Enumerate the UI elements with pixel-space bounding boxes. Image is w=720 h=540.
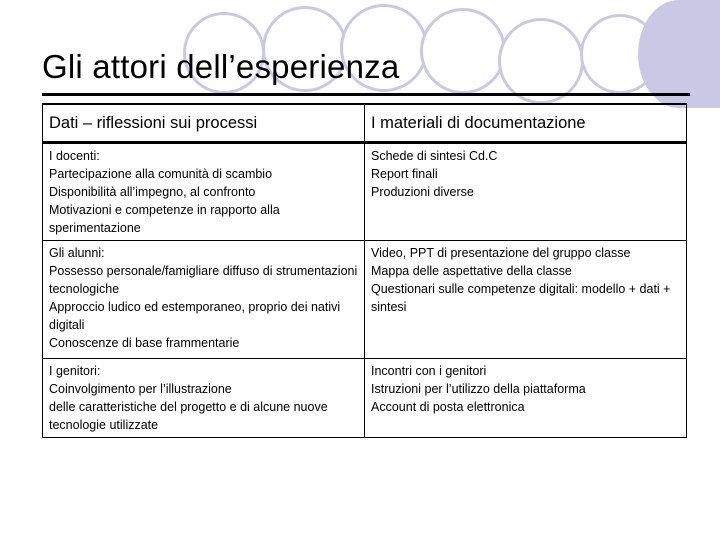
column-header-materiali: I materiali di documentazione [365, 104, 687, 143]
table-cell [365, 359, 687, 438]
decorative-circle [420, 8, 506, 94]
title-rule [42, 93, 690, 96]
cell-line: Istruzioni per l’utilizzo della piattaforma [371, 382, 586, 396]
cell-line: Possesso personale/famigliare diffuso di strumentazioni tecnologiche [49, 264, 358, 296]
table-header-row [43, 104, 687, 143]
cell-line: Gli alunni: [49, 246, 105, 260]
page-title: Gli attori dell’esperienza [42, 48, 400, 85]
cell-line: I genitori: [49, 364, 101, 378]
cell-line: Incontri con i genitori [371, 364, 487, 378]
table-row-alunni [43, 241, 687, 359]
decorative-circle [498, 18, 584, 104]
column-header-processi: Dati – riflessioni sui processi [43, 104, 365, 143]
cell-line: Conoscenze di base frammentarie [49, 336, 240, 350]
table-cell [43, 359, 365, 438]
actors-table [42, 103, 687, 438]
cell-line: Video, PPT di presentazione del gruppo classe [371, 246, 631, 260]
decorative-circle-filled [638, 0, 720, 108]
cell-line: Disponibilità all’impegno, al confronto [49, 185, 256, 199]
cell-line: Schede di sintesi Cd.C [371, 149, 498, 163]
table-cell [365, 143, 687, 241]
cell-line: Account di posta elettronica [371, 400, 525, 414]
cell-line: delle caratteristiche del progetto e di alcune nuove tecnologie utilizzate [49, 400, 328, 432]
cell-line: Report finali [371, 167, 438, 181]
table-cell [365, 241, 687, 359]
cell-line: Coinvolgimento per l’illustrazione [49, 382, 232, 396]
cell-line: Questionari sulle competenze digitali: modello + dati + sintesi [371, 282, 671, 314]
table-row-genitori [43, 359, 687, 438]
table-row-docenti [43, 143, 687, 241]
table-cell [43, 241, 365, 359]
cell-line: Produzioni diverse [371, 185, 474, 199]
cell-line: Approccio ludico ed estemporaneo, proprio dei nativi digitali [49, 300, 341, 332]
cell-line: Partecipazione alla comunità di scambio [49, 167, 273, 181]
table-cell [43, 143, 365, 241]
cell-line: Motivazioni e competenze in rapporto alla sperimentazione [49, 203, 280, 235]
cell-line: Mappa delle aspettative della classe [371, 264, 572, 278]
cell-line: I docenti: [49, 149, 100, 163]
